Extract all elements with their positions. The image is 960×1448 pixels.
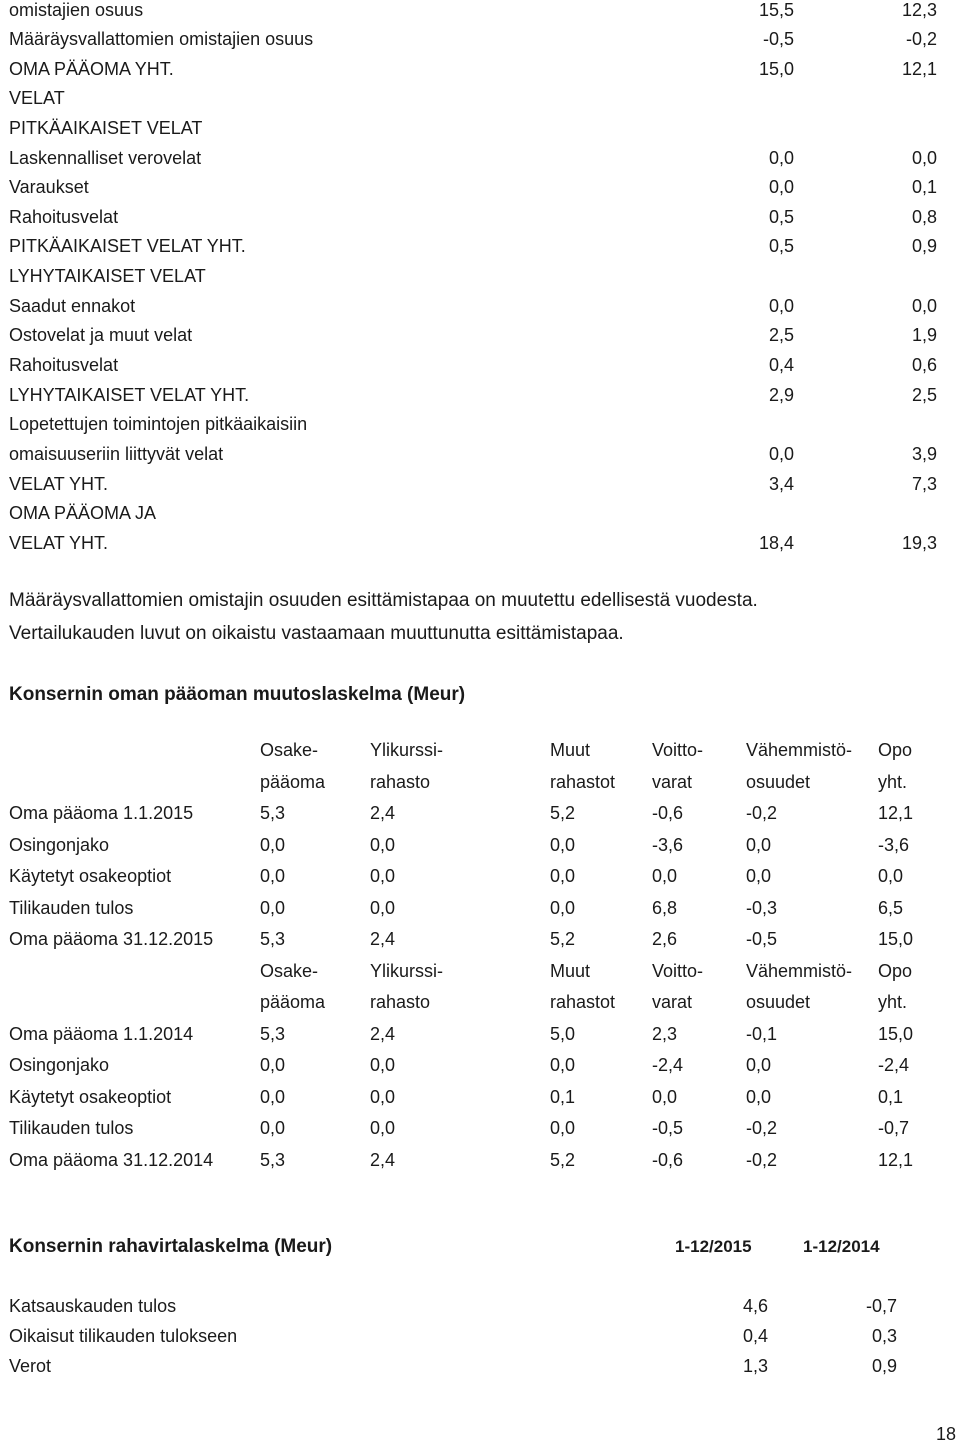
cell: 0,0 <box>550 1118 576 1138</box>
col-header: Vähemmistö- <box>746 961 853 981</box>
equity-row <box>9 830 939 861</box>
equity-row <box>9 1082 939 1113</box>
cell: 0,0 <box>260 898 286 918</box>
cell: 12,1 <box>878 1150 914 1170</box>
balance-row <box>9 350 939 380</box>
cell: -3,6 <box>652 835 684 855</box>
col-header: varat <box>652 992 693 1012</box>
cell: -0,1 <box>746 1024 778 1044</box>
balance-row <box>9 83 939 113</box>
cell: 0,0 <box>746 1087 772 1107</box>
value-2015: 0,4 <box>742 1326 768 1346</box>
value-2014: 3,9 <box>911 444 937 464</box>
equity-row <box>9 1050 939 1081</box>
value-2014: 0,3 <box>871 1326 897 1346</box>
equity-header-row <box>9 767 939 798</box>
balance-row <box>9 409 939 439</box>
value-2015: 3,4 <box>768 474 794 494</box>
equity-header-row <box>9 735 939 766</box>
cell: -3,6 <box>878 835 910 855</box>
cell: 0,0 <box>550 898 576 918</box>
row-label: omistajien osuus <box>9 0 144 20</box>
col-header: yht. <box>878 772 908 792</box>
cell: 0,0 <box>260 1118 286 1138</box>
col-header: rahasto <box>370 772 431 792</box>
cell: -0,7 <box>878 1118 910 1138</box>
row-label: LYHYTAIKAISET VELAT YHT. <box>9 385 250 405</box>
row-label: Käytetyt osakeoptiot <box>9 866 172 886</box>
value-2014: 12,1 <box>901 59 937 79</box>
balance-row <box>9 439 939 469</box>
cell: 2,4 <box>370 1024 396 1044</box>
page-number: 18 <box>935 1424 956 1444</box>
equity-header-row <box>9 987 939 1018</box>
cell: 0,0 <box>550 1055 576 1075</box>
cell: 0,0 <box>260 866 286 886</box>
cashflow-row <box>9 1321 939 1351</box>
value-2015: 1,3 <box>742 1356 768 1376</box>
cell: 6,8 <box>652 898 678 918</box>
cell: -2,4 <box>652 1055 684 1075</box>
value-2015: 0,0 <box>768 148 794 168</box>
row-label: Rahoitusvelat <box>9 207 119 227</box>
row-label: Oma pääoma 31.12.2015 <box>9 929 214 949</box>
cell: 0,0 <box>370 1055 396 1075</box>
value-2015: 0,0 <box>768 444 794 464</box>
value-2015: 15,5 <box>758 0 794 20</box>
col-header: rahastot <box>550 992 616 1012</box>
row-label: Oma pääoma 1.1.2015 <box>9 803 194 823</box>
cell: 0,0 <box>370 1118 396 1138</box>
balance-row <box>9 291 939 321</box>
value-2015: 0,5 <box>768 236 794 256</box>
row-label: Laskennalliset verovelat <box>9 148 202 168</box>
equity-row <box>9 1145 939 1176</box>
row-label: Verot <box>9 1356 52 1376</box>
row-label: Saadut ennakot <box>9 296 136 316</box>
cell: 5,2 <box>550 929 576 949</box>
col-header: Voitto- <box>652 740 704 760</box>
cell: 0,0 <box>370 866 396 886</box>
equity-row <box>9 861 939 892</box>
balance-row <box>9 528 939 558</box>
balance-row <box>9 261 939 291</box>
cell: 5,0 <box>550 1024 576 1044</box>
row-label: Varaukset <box>9 177 89 197</box>
col-header: yht. <box>878 992 908 1012</box>
row-label: VELAT YHT. <box>9 533 109 553</box>
value-2014: 7,3 <box>911 474 937 494</box>
cell: 5,2 <box>550 1150 576 1170</box>
cell: 2,6 <box>652 929 678 949</box>
value-2014: 0,9 <box>871 1356 897 1376</box>
value-2015: -0,5 <box>762 29 794 49</box>
cell: 15,0 <box>878 1024 914 1044</box>
col-header: pääoma <box>260 992 326 1012</box>
cell: 0,0 <box>746 1055 772 1075</box>
balance-row <box>9 498 939 528</box>
cashflow-title: Konsernin rahavirtalaskelma (Meur) <box>9 1236 333 1257</box>
cell: 6,5 <box>878 898 904 918</box>
value-2015: 18,4 <box>758 533 794 553</box>
cell: 0,0 <box>878 866 904 886</box>
cell: 0,1 <box>550 1087 576 1107</box>
cell: -0,5 <box>652 1118 684 1138</box>
value-2014: 0,6 <box>911 355 937 375</box>
equity-row <box>9 924 939 955</box>
cell: 0,0 <box>550 835 576 855</box>
cell: -2,4 <box>878 1055 910 1075</box>
cell: 0,0 <box>370 898 396 918</box>
balance-row <box>9 0 939 25</box>
value-2014: 0,1 <box>911 177 937 197</box>
row-label: Osingonjako <box>9 1055 110 1075</box>
equity-row <box>9 798 939 829</box>
col-header: Opo <box>878 961 913 981</box>
row-label: LYHYTAIKAISET VELAT <box>9 266 206 286</box>
row-label: Osingonjako <box>9 835 110 855</box>
cell: 5,3 <box>260 1024 286 1044</box>
balance-row <box>9 469 939 499</box>
row-label: Lopetettujen toimintojen pitkäaikaisiin <box>9 414 308 434</box>
cell: 0,0 <box>370 1087 396 1107</box>
value-2015: 0,0 <box>768 296 794 316</box>
value-2015: 0,4 <box>768 355 794 375</box>
value-2015: 2,9 <box>768 385 794 405</box>
col-header: Muut <box>550 740 591 760</box>
balance-row <box>9 202 939 232</box>
cell: 15,0 <box>878 929 914 949</box>
col-header: Osake- <box>260 740 319 760</box>
value-2015: 2,5 <box>768 325 794 345</box>
row-label: Ostovelat ja muut velat <box>9 325 193 345</box>
equity-row <box>9 893 939 924</box>
cell: 5,3 <box>260 803 286 823</box>
row-label: Määräysvallattomien omistajien osuus <box>9 29 314 49</box>
col-header: osuudet <box>746 772 811 792</box>
value-2014: 0,9 <box>911 236 937 256</box>
equity-header-row <box>9 956 939 987</box>
row-label: Oma pääoma 1.1.2014 <box>9 1024 194 1044</box>
col-header: Osake- <box>260 961 319 981</box>
value-2014: 2,5 <box>911 385 937 405</box>
row-label: VELAT <box>9 88 65 108</box>
cell: 0,1 <box>878 1087 904 1107</box>
cell: 12,1 <box>878 803 914 823</box>
balance-row <box>9 113 939 143</box>
note-line: Määräysvallattomien omistajin osuuden esittämistapaa on muutettu edellisestä vuodesta. <box>9 590 758 611</box>
cell: 2,4 <box>370 929 396 949</box>
row-label: PITKÄAIKAISET VELAT YHT. <box>9 236 246 256</box>
balance-row <box>9 320 939 350</box>
row-label: Katsauskauden tulos <box>9 1296 177 1316</box>
equity-row <box>9 1113 939 1144</box>
cashflow-row <box>9 1351 939 1381</box>
balance-row <box>9 380 939 410</box>
cell: 0,0 <box>260 1055 286 1075</box>
col-header: Ylikurssi- <box>370 740 444 760</box>
row-label: Tilikauden tulos <box>9 898 134 918</box>
balance-row <box>9 24 939 54</box>
col-header: osuudet <box>746 992 811 1012</box>
row-label: Oikaisut tilikauden tulokseen <box>9 1326 238 1346</box>
cell: 0,0 <box>652 866 678 886</box>
row-label: OMA PÄÄOMA YHT. <box>9 59 174 79</box>
value-2014: -0,2 <box>905 29 937 49</box>
cell: 0,0 <box>652 1087 678 1107</box>
row-label: Tilikauden tulos <box>9 1118 134 1138</box>
cell: -0,6 <box>652 803 684 823</box>
value-2015: 15,0 <box>758 59 794 79</box>
cell: 2,4 <box>370 803 396 823</box>
col-header: Opo <box>878 740 913 760</box>
equity-row <box>9 1019 939 1050</box>
balance-row <box>9 172 939 202</box>
cashflow-col-header-2015: 1-12/2015 <box>675 1237 752 1256</box>
balance-row <box>9 54 939 84</box>
cell: -0,5 <box>746 929 778 949</box>
cell: 5,3 <box>260 929 286 949</box>
cell: 2,4 <box>370 1150 396 1170</box>
col-header: pääoma <box>260 772 326 792</box>
cell: 0,0 <box>746 835 772 855</box>
row-label: OMA PÄÄOMA JA <box>9 503 157 523</box>
col-header: Muut <box>550 961 591 981</box>
value-2014: 0,0 <box>911 296 937 316</box>
equity-statement-title: Konsernin oman pääoman muutoslaskelma (Meur) <box>9 684 466 705</box>
col-header: Voitto- <box>652 961 704 981</box>
cell: -0,6 <box>652 1150 684 1170</box>
row-label: Oma pääoma 31.12.2014 <box>9 1150 214 1170</box>
cell: 5,3 <box>260 1150 286 1170</box>
value-2015: 0,0 <box>768 177 794 197</box>
cashflow-col-header-2014: 1-12/2014 <box>803 1237 880 1256</box>
cell: 2,3 <box>652 1024 678 1044</box>
value-2015: 0,5 <box>768 207 794 227</box>
row-label: Käytetyt osakeoptiot <box>9 1087 172 1107</box>
note-line: Vertailukauden luvut on oikaistu vastaamaan muuttunutta esittämistapaa. <box>9 623 624 644</box>
cell: -0,2 <box>746 803 778 823</box>
value-2015: 4,6 <box>742 1296 768 1316</box>
cell: 0,0 <box>260 835 286 855</box>
value-2014: -0,7 <box>865 1296 897 1316</box>
cell: 0,0 <box>746 866 772 886</box>
cell: -0,3 <box>746 898 778 918</box>
cell: -0,2 <box>746 1150 778 1170</box>
balance-row <box>9 231 939 261</box>
col-header: varat <box>652 772 693 792</box>
value-2014: 0,0 <box>911 148 937 168</box>
row-label: Rahoitusvelat <box>9 355 119 375</box>
col-header: Vähemmistö- <box>746 740 853 760</box>
col-header: Ylikurssi- <box>370 961 444 981</box>
col-header: rahastot <box>550 772 616 792</box>
row-label: PITKÄAIKAISET VELAT <box>9 118 203 138</box>
balance-row <box>9 143 939 173</box>
value-2014: 0,8 <box>911 207 937 227</box>
cell: 0,0 <box>260 1087 286 1107</box>
value-2014: 1,9 <box>911 325 937 345</box>
cell: 0,0 <box>370 835 396 855</box>
cell: -0,2 <box>746 1118 778 1138</box>
col-header: rahasto <box>370 992 431 1012</box>
row-label: VELAT YHT. <box>9 474 109 494</box>
value-2014: 12,3 <box>901 0 937 20</box>
cell: 5,2 <box>550 803 576 823</box>
cell: 0,0 <box>550 866 576 886</box>
value-2014: 19,3 <box>901 533 937 553</box>
row-label: omaisuuseriin liittyvät velat <box>9 444 224 464</box>
cashflow-row <box>9 1291 939 1321</box>
